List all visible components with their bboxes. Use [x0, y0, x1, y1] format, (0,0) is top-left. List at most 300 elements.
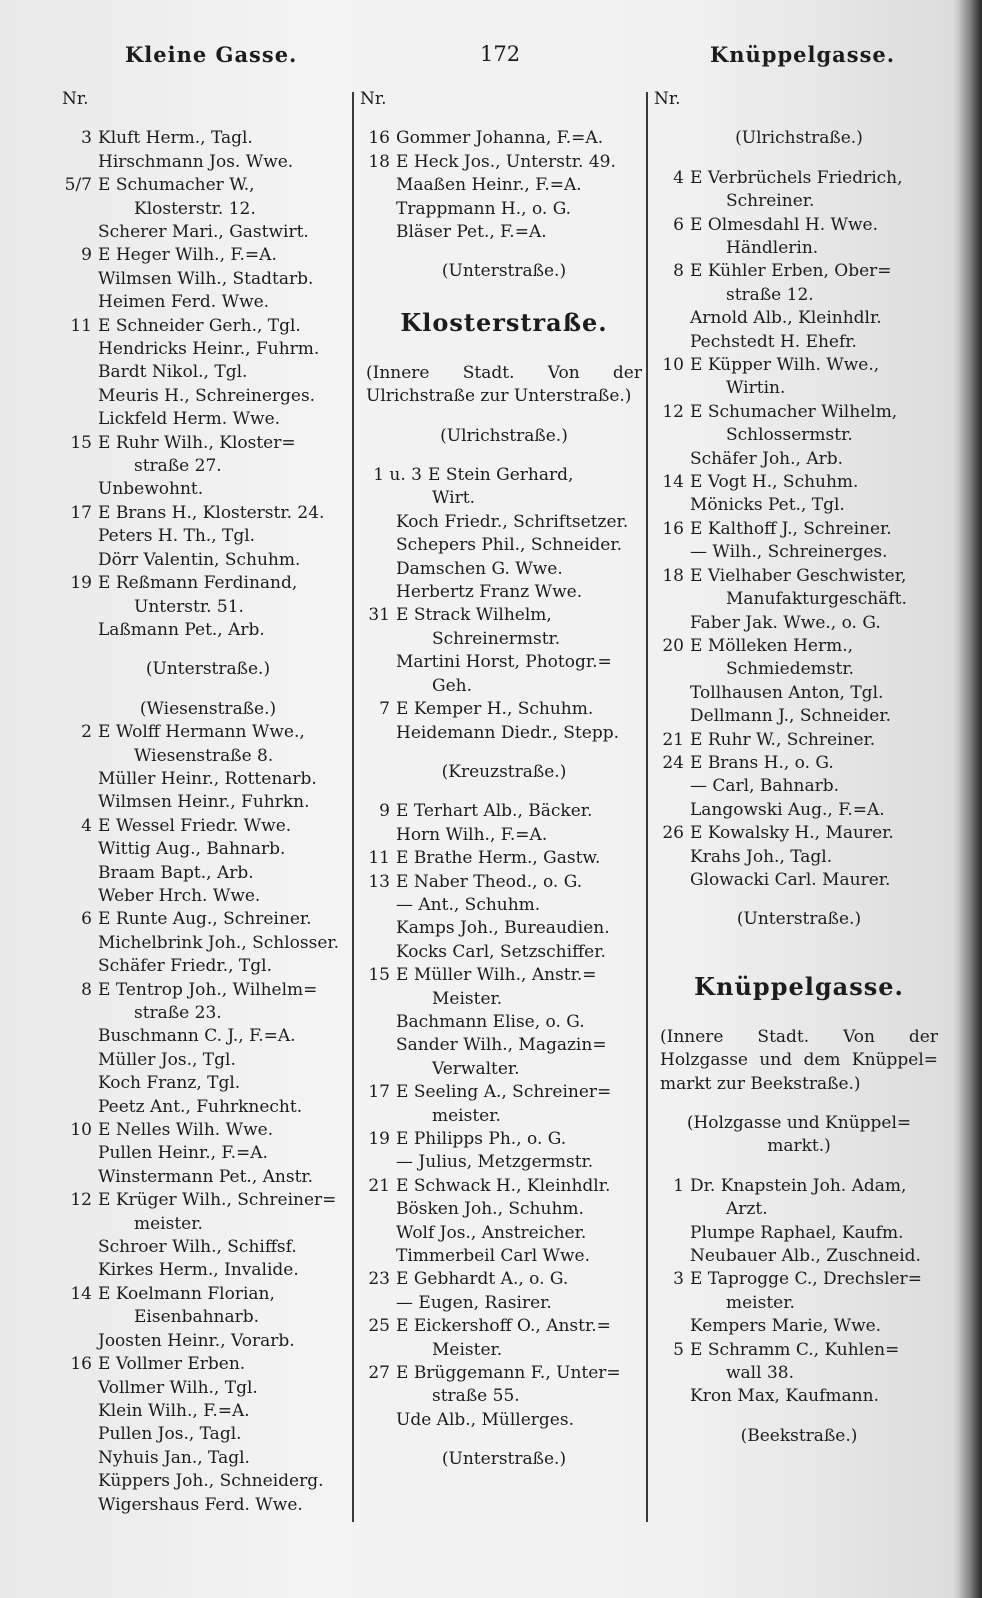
owner-text: E Wessel Friedr. Wwe.: [98, 815, 292, 836]
street-description: (Innere Stadt. Von der Ulrichstraße zur Unterstraße.): [366, 362, 642, 407]
owner-text: Gommer Johanna, F.=A.: [396, 128, 604, 149]
resident-entry: [654, 1245, 944, 1268]
entry-continuation: Verwalter.: [432, 1058, 520, 1079]
spacer: [360, 448, 648, 464]
house-number: 16: [368, 128, 390, 149]
house-number: 19: [368, 1129, 390, 1150]
cross-street-label: (Wiesenstraße.): [139, 698, 277, 719]
column-2: [360, 88, 648, 1472]
resident-text: Klein Wilh., F.=A.: [98, 1400, 250, 1421]
resident-text: Pullen Heinr., F.=A.: [98, 1143, 268, 1164]
resident-text: Unbewohnt.: [98, 479, 204, 500]
cross-street-label: (Kreuzstraße.): [441, 761, 567, 782]
resident-entry: [62, 1049, 354, 1072]
resident-entry: [62, 885, 354, 908]
resident-entry: [62, 1470, 354, 1493]
resident-entry: [62, 1447, 354, 1470]
resident-text: Plumpe Raphael, Kaufm.: [690, 1222, 904, 1243]
house-number: 31: [368, 605, 390, 626]
header-right-street: Knüppelgasse.: [710, 42, 896, 67]
house-entry: [360, 127, 648, 150]
house-number: 9: [81, 245, 92, 266]
entry-continuation: Schmiedemstr.: [726, 659, 855, 680]
owner-text: E Nelles Wilh. Wwe.: [98, 1120, 274, 1141]
house-entry: [62, 502, 354, 525]
spacer: [654, 892, 944, 908]
house-entry: [62, 908, 354, 931]
resident-text: Koch Friedr., Schriftsetzer.: [396, 511, 629, 532]
house-number: 11: [368, 848, 390, 869]
entry-continuation: meister.: [726, 1292, 795, 1313]
cross-street-label: (Beekstraße.): [740, 1425, 858, 1446]
house-number: 8: [673, 261, 684, 282]
resident-text: Küppers Joh., Schneiderg.: [98, 1471, 324, 1492]
entry-continuation: Wiesenstraße 8.: [134, 745, 274, 766]
owner-text: E Kühler Erben, Ober=: [690, 261, 892, 282]
cross-street-label: (Unterstraße.): [145, 659, 271, 680]
owner-text: E Ruhr W., Schreiner.: [690, 729, 876, 750]
owner-text: E Gebhardt A., o. G.: [396, 1269, 569, 1290]
resident-entry: [360, 917, 648, 940]
header-left-street: Kleine Gasse.: [125, 42, 298, 67]
resident-text: Laßmann Pet., Arb.: [98, 619, 265, 640]
house-entry: [654, 565, 944, 588]
house-entry: [360, 871, 648, 894]
house-entry: [62, 315, 354, 338]
resident-text: — Ant., Schuhm.: [396, 894, 541, 915]
house-number: 21: [662, 729, 684, 750]
house-entry: [654, 1339, 944, 1362]
cross-street-label: (Ulrichstraße.): [735, 128, 863, 149]
entry-continuation: Wirtin.: [726, 378, 786, 399]
resident-entry: [62, 1330, 354, 1353]
resident-entry: [654, 869, 944, 892]
owner-text: E Schumacher Wilhelm,: [690, 401, 898, 422]
entry-continuation: Meister.: [432, 988, 503, 1009]
resident-text: Meuris H., Schreinerges.: [98, 385, 316, 406]
house-entry: [62, 1189, 354, 1212]
owner-text: E Runte Aug., Schreiner.: [98, 909, 312, 930]
resident-entry: [360, 941, 648, 964]
resident-text: Krahs Joh., Tagl.: [690, 846, 833, 867]
resident-entry: [62, 478, 354, 501]
resident-entry: [62, 1236, 354, 1259]
house-number: 24: [662, 752, 684, 773]
owner-text: E Ruhr Wilh., Kloster=: [98, 432, 296, 453]
resident-entry: [360, 1409, 648, 1432]
resident-entry: [360, 894, 648, 917]
resident-entry: [62, 1025, 354, 1048]
cross-street-label: (Unterstraße.): [441, 1449, 567, 1470]
resident-text: Wittig Aug., Bahnarb.: [98, 839, 286, 860]
spacer: [654, 111, 944, 127]
house-entry: [360, 1175, 648, 1198]
house-entry: [654, 729, 944, 752]
street-description: (Innere Stadt. Von der Holzgasse und dem Knüppel= markt zur Beekstraße.): [660, 1026, 938, 1094]
house-number: 23: [368, 1269, 390, 1290]
entry-continuation: Wirt.: [432, 488, 475, 509]
house-number: 10: [662, 355, 684, 376]
spacer: [62, 642, 354, 658]
column-1: [62, 88, 354, 1517]
entry-continuation: wall 38.: [726, 1363, 794, 1384]
resident-entry: [62, 955, 354, 978]
resident-entry: [654, 448, 944, 471]
street-heading: Klosterstraße.: [400, 307, 608, 337]
resident-entry: [62, 1377, 354, 1400]
owner-text: E Brüggemann F., Unter=: [396, 1363, 621, 1384]
house-entry: [654, 635, 944, 658]
resident-entry: [360, 1034, 648, 1057]
resident-entry: [360, 1292, 648, 1315]
house-entry: [62, 815, 354, 838]
house-number: 1: [673, 1175, 684, 1196]
house-entry: [654, 471, 944, 494]
house-entry: [62, 1353, 354, 1376]
house-number: 7: [379, 699, 390, 720]
resident-entry: [360, 1198, 648, 1221]
house-number: 20: [662, 635, 684, 656]
resident-entry: [62, 525, 354, 548]
resident-entry: [62, 932, 354, 955]
house-number: 18: [662, 565, 684, 586]
entry-continuation: Meister.: [432, 1339, 503, 1360]
house-entry: [654, 401, 944, 424]
cross-street-label: (Unterstraße.): [441, 261, 567, 282]
resident-text: Wilmsen Wilh., Stadtarb.: [98, 268, 314, 289]
owner-text: E Vogt H., Schuhm.: [690, 472, 859, 493]
entry-continuation: Schlossermstr.: [726, 425, 853, 446]
spacer: [654, 1159, 944, 1175]
spacer: [654, 1010, 944, 1026]
spacer: [360, 284, 648, 300]
resident-text: Faber Jak. Wwe., o. G.: [690, 612, 881, 633]
page-number: 172: [480, 42, 521, 66]
resident-entry: [360, 198, 648, 221]
resident-text: Mönicks Pet., Tgl.: [690, 495, 845, 516]
owner-text: E Koelmann Florian,: [98, 1283, 275, 1304]
house-entry: [360, 800, 648, 823]
house-entry: [360, 1081, 648, 1104]
house-entry: [62, 1283, 354, 1306]
house-number: 17: [368, 1082, 390, 1103]
cross-street-label: (Ulrichstraße.): [440, 425, 568, 446]
resident-text: Glowacki Carl. Maurer.: [690, 869, 891, 890]
entry-continuation: Eisenbahnarb.: [134, 1307, 260, 1328]
owner-text: E Taprogge C., Drechsler=: [690, 1269, 922, 1290]
entry-continuation: Händlerin.: [726, 238, 819, 259]
house-number: 12: [662, 401, 684, 422]
resident-text: Herbertz Franz Wwe.: [396, 582, 583, 603]
resident-text: Sander Wilh., Magazin=: [396, 1035, 607, 1056]
resident-entry: [360, 722, 648, 745]
house-entry: [654, 518, 944, 541]
entry-continuation: Manufakturgeschäft.: [726, 589, 907, 610]
resident-entry: [654, 1385, 944, 1408]
entry-continuation: meister.: [134, 1213, 203, 1234]
owner-text: E Wolff Hermann Wwe.,: [98, 722, 305, 743]
resident-entry: [360, 511, 648, 534]
house-entry: [360, 151, 648, 174]
resident-text: Müller Jos., Tgl.: [98, 1049, 236, 1070]
resident-entry: [62, 862, 354, 885]
house-number: 17: [70, 502, 92, 523]
house-entry: [360, 464, 648, 487]
house-entry: [360, 964, 648, 987]
resident-entry: [62, 1166, 354, 1189]
house-number: 5: [673, 1339, 684, 1360]
owner-text: E Schumacher W.,: [98, 175, 255, 196]
resident-text: Scherer Mari., Gastwirt.: [98, 222, 309, 243]
resident-entry: [654, 494, 944, 517]
house-number: 12: [70, 1190, 92, 1211]
cross-street-label: (Unterstraße.): [736, 909, 862, 930]
resident-text: Dellmann J., Schneider.: [690, 706, 891, 727]
owner-text: E Kalthoff J., Schreiner.: [690, 518, 892, 539]
house-entry: [62, 572, 354, 595]
house-entry: [360, 1268, 648, 1291]
owner-text: E Stein Gerhard,: [428, 465, 574, 486]
house-entry: [360, 847, 648, 870]
resident-text: Hendricks Heinr., Fuhrm.: [98, 339, 320, 360]
house-number: 27: [368, 1363, 390, 1384]
resident-text: Buschmann C. J., F.=A.: [98, 1026, 296, 1047]
house-number: 18: [368, 151, 390, 172]
owner-text: Kluft Herm., Tagl.: [98, 128, 253, 149]
resident-entry: [360, 558, 648, 581]
house-number: 6: [673, 214, 684, 235]
house-number: 26: [662, 823, 684, 844]
resident-entry: [62, 291, 354, 314]
house-number: 4: [81, 815, 92, 836]
resident-entry: [62, 549, 354, 572]
resident-entry: [654, 846, 944, 869]
resident-entry: [654, 612, 944, 635]
entry-continuation: straße 12.: [726, 284, 814, 305]
resident-entry: [62, 221, 354, 244]
house-entry: [654, 354, 944, 377]
resident-text: Heimen Ferd. Wwe.: [98, 292, 270, 313]
house-number: 5/7: [64, 175, 92, 196]
owner-text: E Brans H., o. G.: [690, 752, 834, 773]
resident-text: Arnold Alb., Kleinhdlr.: [690, 308, 882, 329]
owner-text: E Strack Wilhelm,: [396, 605, 552, 626]
resident-entry: [62, 408, 354, 431]
owner-text: E Vielhaber Geschwister,: [690, 565, 907, 586]
house-entry: [62, 127, 354, 150]
resident-text: Pechstedt H. Ehefr.: [690, 331, 857, 352]
house-number: 14: [70, 1283, 92, 1304]
spacer: [654, 948, 944, 964]
column-number-header: Nr.: [62, 89, 89, 109]
resident-text: Dörr Valentin, Schuhm.: [98, 549, 301, 570]
resident-text: Peters H. Th., Tgl.: [98, 526, 256, 547]
resident-text: Kocks Carl, Setzschiffer.: [396, 941, 606, 962]
resident-entry: [62, 768, 354, 791]
owner-text: E Schramm C., Kuhlen=: [690, 1339, 900, 1360]
resident-entry: [360, 824, 648, 847]
owner-text: E Verbrüchels Friedrich,: [690, 167, 903, 188]
house-number: 9: [379, 801, 390, 822]
resident-text: Bläser Pet., F.=A.: [396, 222, 547, 243]
resident-text: Pullen Jos., Tagl.: [98, 1424, 242, 1445]
resident-text: Joosten Heinr., Vorarb.: [98, 1330, 295, 1351]
resident-text: Damschen G. Wwe.: [396, 558, 563, 579]
resident-text: Weber Hrch. Wwe.: [98, 885, 261, 906]
resident-entry: [360, 1245, 648, 1268]
resident-entry: [62, 791, 354, 814]
resident-text: Ude Alb., Müllerges.: [396, 1409, 574, 1430]
house-number: 25: [368, 1316, 390, 1337]
house-number: 11: [70, 315, 92, 336]
spacer: [360, 784, 648, 800]
house-number: 21: [368, 1175, 390, 1196]
owner-text: E Schwack H., Kleinhdlr.: [396, 1175, 611, 1196]
resident-entry: [62, 1259, 354, 1282]
resident-entry: [360, 651, 648, 674]
owner-text: E Müller Wilh., Anstr.=: [396, 965, 597, 986]
spacer: [360, 346, 648, 362]
resident-entry: [62, 1142, 354, 1165]
resident-text: Braam Bapt., Arb.: [98, 862, 254, 883]
resident-text: Neubauer Alb., Zuschneid.: [690, 1246, 921, 1267]
resident-entry: [62, 1400, 354, 1423]
house-entry: [360, 1128, 648, 1151]
resident-entry: [360, 221, 648, 244]
house-number: 15: [368, 965, 390, 986]
owner-text: E Reßmann Ferdinand,: [98, 573, 298, 594]
entry-continuation: Geh.: [432, 675, 472, 696]
resident-text: Kempers Marie, Wwe.: [690, 1316, 882, 1337]
owner-text: E Seeling A., Schreiner=: [396, 1082, 612, 1103]
house-number: 3: [81, 128, 92, 149]
house-number: 8: [81, 979, 92, 1000]
resident-text: Lickfeld Herm. Wwe.: [98, 409, 281, 430]
owner-text: E Brans H., Klosterstr. 24.: [98, 502, 325, 523]
owner-text: E Heger Wilh., F.=A.: [98, 245, 277, 266]
resident-entry: [654, 775, 944, 798]
house-number: 2: [81, 722, 92, 743]
resident-entry: [62, 151, 354, 174]
resident-text: Heidemann Diedr., Stepp.: [396, 722, 620, 743]
house-entry: [62, 1119, 354, 1142]
resident-entry: [62, 1494, 354, 1517]
resident-text: Kamps Joh., Bureaudien.: [396, 918, 610, 939]
entry-continuation: Arzt.: [726, 1199, 768, 1220]
owner-text: E Olmesdahl H. Wwe.: [690, 214, 879, 235]
house-entry: [654, 752, 944, 775]
resident-text: Schäfer Joh., Arb.: [690, 448, 844, 469]
spacer: [654, 932, 944, 948]
entry-continuation: Schreiner.: [726, 191, 815, 212]
page-edge-shadow: [958, 0, 982, 1598]
owner-text: E Küpper Wilh. Wwe.,: [690, 355, 880, 376]
house-entry: [360, 604, 648, 627]
owner-text: E Terhart Alb., Bäcker.: [396, 801, 593, 822]
owner-text: E Eickershoff O., Anstr.=: [396, 1316, 611, 1337]
column-number-header: Nr.: [654, 89, 681, 109]
resident-text: Schroer Wilh., Schiffsf.: [98, 1237, 297, 1258]
spacer: [360, 409, 648, 425]
resident-entry: [654, 682, 944, 705]
resident-text: Wilmsen Heinr., Fuhrkn.: [98, 792, 310, 813]
resident-entry: [654, 1222, 944, 1245]
resident-entry: [62, 1096, 354, 1119]
column-number-header: Nr.: [360, 89, 387, 109]
resident-entry: [62, 1072, 354, 1095]
resident-entry: [360, 581, 648, 604]
resident-text: — Carl, Bahnarb.: [690, 776, 839, 797]
spacer: [654, 1096, 944, 1112]
entry-continuation: straße 55.: [432, 1386, 520, 1407]
entry-continuation: straße 27.: [134, 456, 222, 477]
house-entry: [62, 979, 354, 1002]
house-entry: [62, 244, 354, 267]
resident-entry: [654, 331, 944, 354]
house-number: 16: [70, 1354, 92, 1375]
house-number: 16: [662, 518, 684, 539]
spacer: [654, 151, 944, 167]
resident-entry: [654, 307, 944, 330]
house-entry: [62, 721, 354, 744]
resident-entry: [360, 174, 648, 197]
resident-text: Müller Heinr., Rottenarb.: [98, 768, 317, 789]
resident-text: Schäfer Friedr., Tgl.: [98, 956, 272, 977]
entry-continuation: meister.: [432, 1105, 501, 1126]
owner-text: E Kemper H., Schuhm.: [396, 699, 594, 720]
owner-text: E Krüger Wilh., Schreiner=: [98, 1190, 337, 1211]
resident-text: Maaßen Heinr., F.=A.: [396, 175, 582, 196]
spacer: [360, 111, 648, 127]
owner-text: E Schneider Gerh., Tgl.: [98, 315, 301, 336]
resident-text: Langowski Aug., F.=A.: [690, 799, 885, 820]
owner-text: E Heck Jos., Unterstr. 49.: [396, 151, 616, 172]
resident-text: — Eugen, Rasirer.: [396, 1292, 552, 1313]
resident-text: Tollhausen Anton, Tgl.: [690, 682, 884, 703]
resident-text: Vollmer Wilh., Tgl.: [98, 1377, 258, 1398]
spacer: [62, 111, 354, 127]
house-entry: [360, 698, 648, 721]
resident-text: Bösken Joh., Schuhm.: [396, 1199, 584, 1220]
resident-text: Peetz Ant., Fuhrknecht.: [98, 1096, 303, 1117]
resident-text: Koch Franz, Tgl.: [98, 1073, 241, 1094]
resident-text: Kron Max, Kaufmann.: [690, 1386, 879, 1407]
owner-text: E Mölleken Herm.,: [690, 635, 854, 656]
resident-entry: [62, 838, 354, 861]
resident-entry: [360, 1151, 648, 1174]
resident-text: — Julius, Metzgermstr.: [396, 1152, 594, 1173]
entry-continuation: Klosterstr. 12.: [134, 198, 256, 219]
resident-entry: [654, 1315, 944, 1338]
house-number: 10: [70, 1120, 92, 1141]
owner-text: Dr. Knapstein Joh. Adam,: [690, 1175, 907, 1196]
resident-text: Horn Wilh., F.=A.: [396, 824, 548, 845]
resident-entry: [360, 1222, 648, 1245]
house-entry: [654, 822, 944, 845]
house-entry: [654, 1175, 944, 1198]
resident-text: Winstermann Pet., Anstr.: [98, 1166, 314, 1187]
owner-text: E Naber Theod., o. G.: [396, 871, 583, 892]
running-header: [60, 42, 896, 74]
owner-text: E Kowalsky H., Maurer.: [690, 823, 894, 844]
owner-text: E Vollmer Erben.: [98, 1354, 246, 1375]
resident-entry: [360, 1011, 648, 1034]
house-entry: [62, 432, 354, 455]
resident-entry: [654, 705, 944, 728]
resident-text: Bardt Nikol., Tgl.: [98, 362, 248, 383]
house-number: 19: [70, 573, 92, 594]
house-number: 4: [673, 167, 684, 188]
